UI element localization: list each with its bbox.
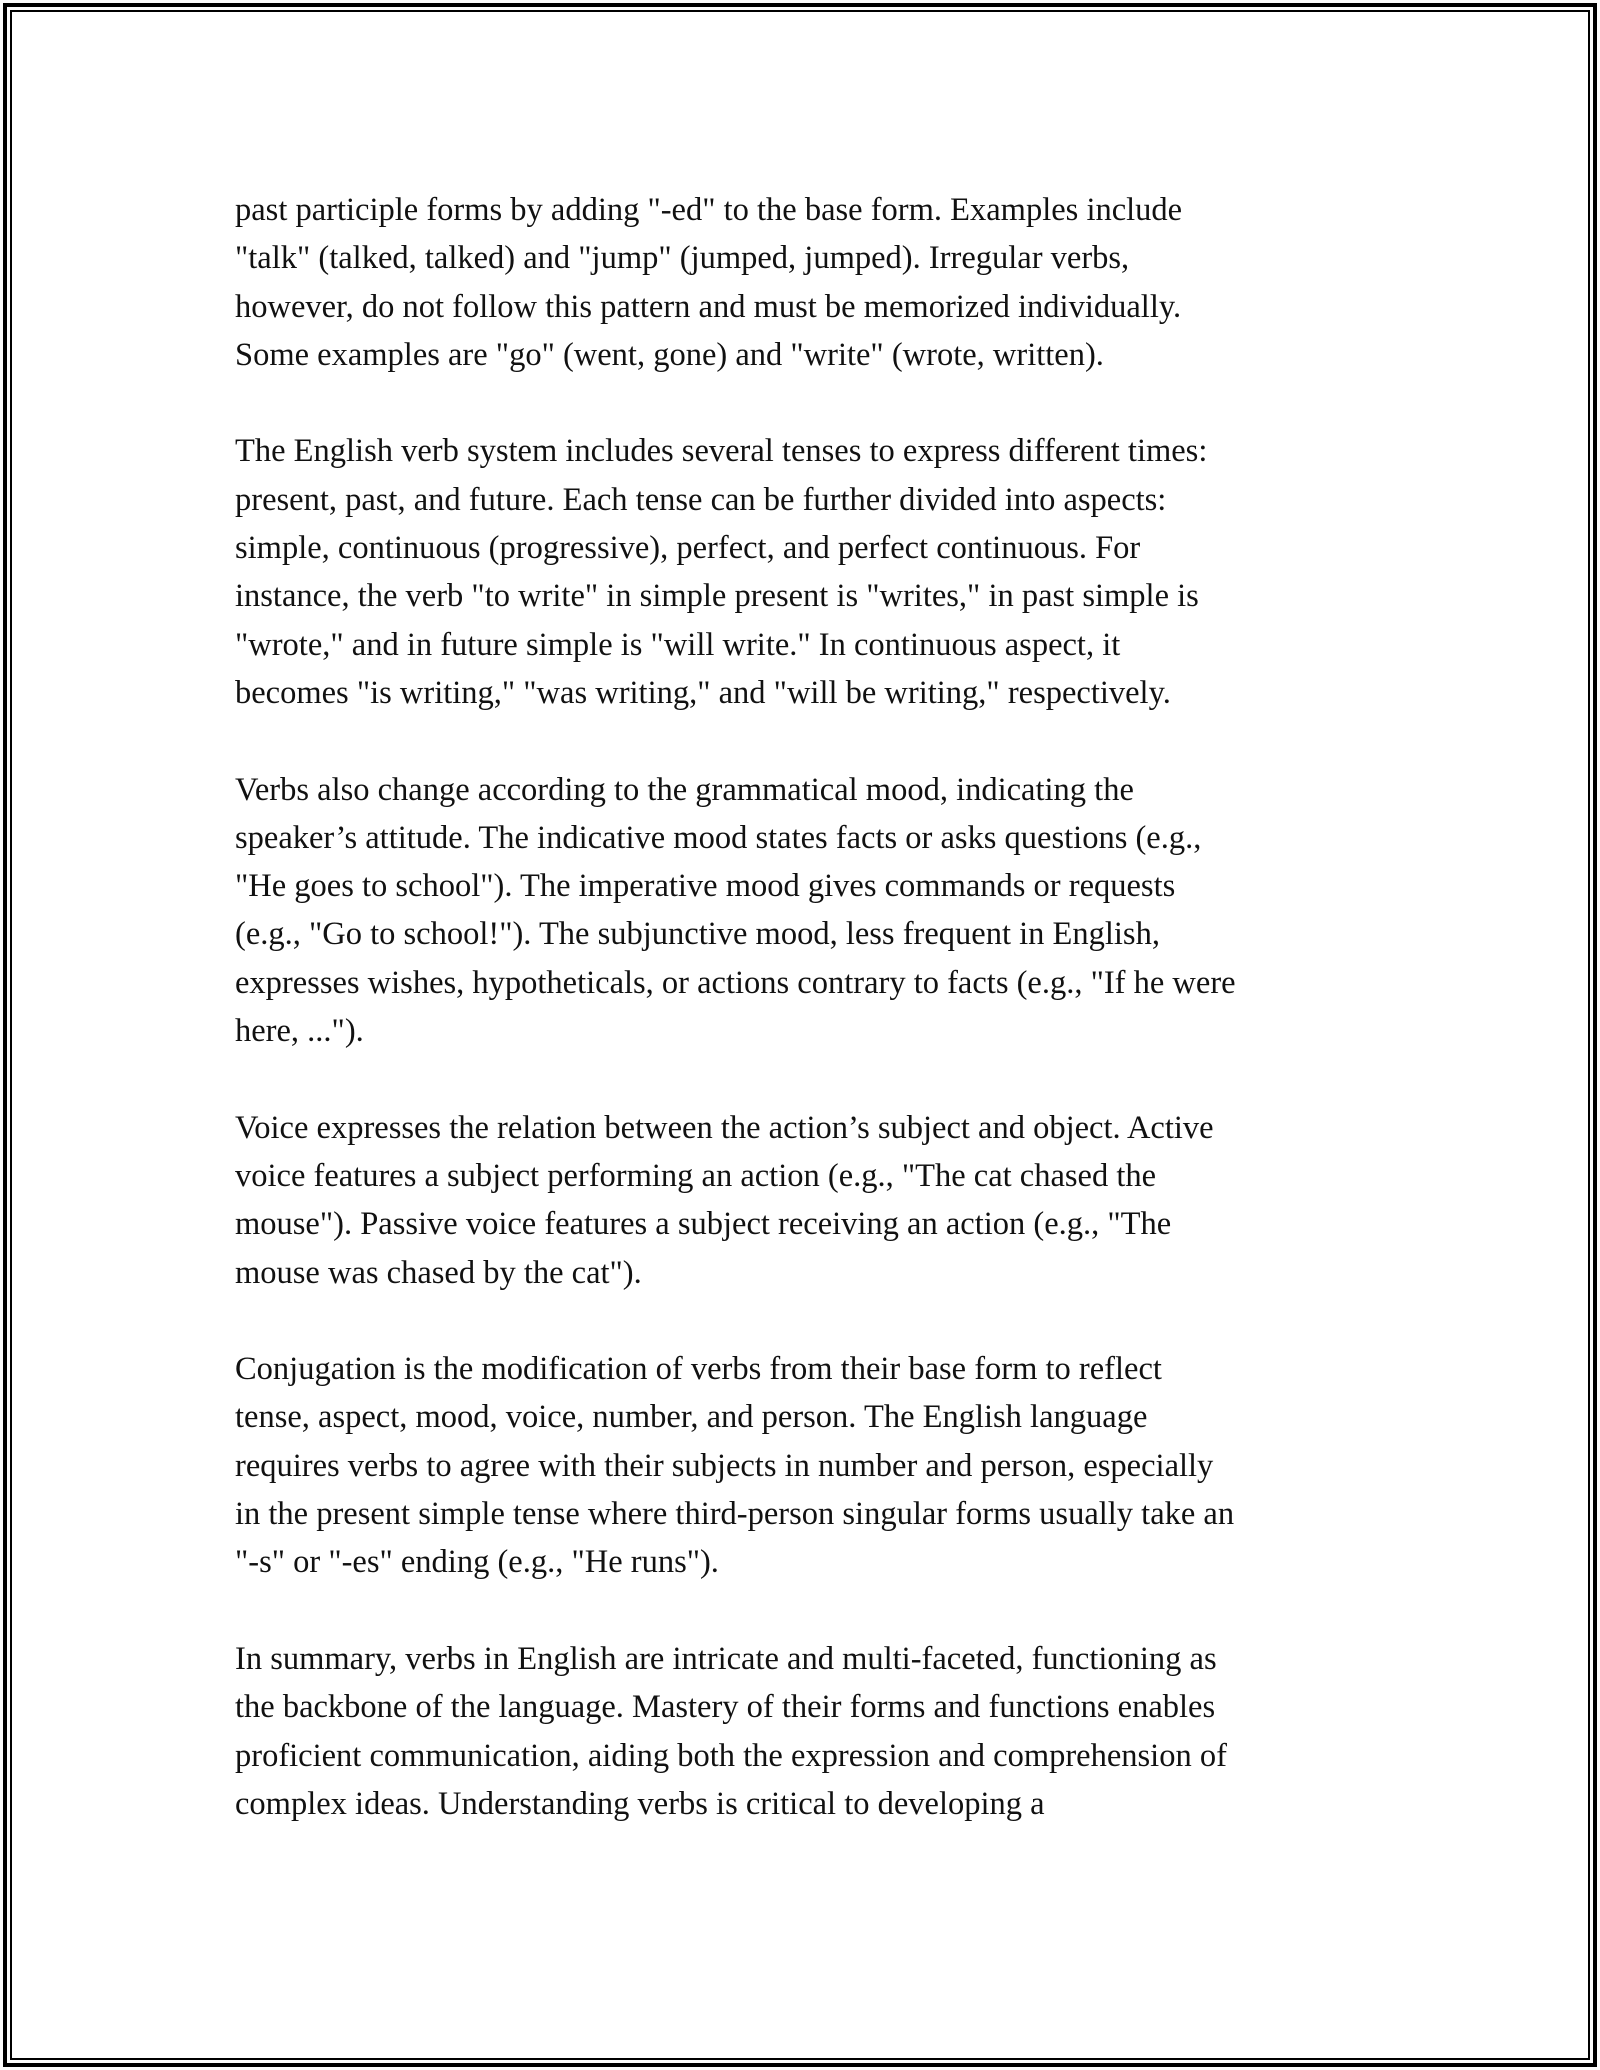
text-line: "He goes to school"). The imperative mood gives commands or requests xyxy=(235,868,1176,905)
paragraph-voice xyxy=(235,1104,1375,1297)
text-line: "-s" or "-es" ending (e.g., "He runs"). xyxy=(235,1544,719,1581)
text-line: mouse"). Passive voice features a subject receiving an action (e.g., "The xyxy=(235,1206,1172,1243)
text-line: mouse was chased by the cat"). xyxy=(235,1254,642,1291)
text-line: voice features a subject performing an action (e.g., "The cat chased the xyxy=(235,1157,1157,1194)
paragraph-verb-forms xyxy=(235,186,1375,379)
text-line: present, past, and future. Each tense can be further divided into aspects: xyxy=(235,481,1167,518)
text-line: instance, the verb "to write" in simple present is "writes," in past simple is xyxy=(235,578,1199,615)
text-line: (e.g., "Go to school!"). The subjunctive mood, less frequent in English, xyxy=(235,916,1160,953)
text-line: requires verbs to agree with their subjects in number and person, especially xyxy=(235,1447,1214,1484)
paragraph-conjugation xyxy=(235,1345,1375,1586)
text-line: expresses wishes, hypotheticals, or actions contrary to facts (e.g., "If he were xyxy=(235,964,1236,1001)
paragraph-mood xyxy=(235,766,1375,1056)
text-line: here, ..."). xyxy=(235,1013,364,1050)
text-line: in the present simple tense where third-person singular forms usually take an xyxy=(235,1496,1235,1533)
text-line: "talk" (talked, talked) and "jump" (jumped, jumped). Irregular verbs, xyxy=(235,240,1130,277)
text-line: complex ideas. Understanding verbs is critical to developing a xyxy=(235,1785,1045,1822)
text-line: speaker’s attitude. The indicative mood states facts or asks questions (e.g., xyxy=(235,819,1202,856)
text-line: past participle forms by adding "-ed" to the base form. Examples include xyxy=(235,192,1183,228)
text-line: Verbs also change according to the grammatical mood, indicating the xyxy=(235,771,1134,808)
text-line: simple, continuous (progressive), perfect, and perfect continuous. For xyxy=(235,530,1141,567)
text-line: proficient communication, aiding both the expression and comprehension of xyxy=(235,1737,1227,1774)
text-line: becomes "is writing," "was writing," and "will be writing," respectively. xyxy=(235,674,1171,711)
text-line: Conjugation is the modification of verbs from their base form to reflect xyxy=(235,1351,1162,1388)
text-line: The English verb system includes several tenses to express different times: xyxy=(235,433,1208,470)
text-line: Voice expresses the relation between the action’s subject and object. Active xyxy=(235,1109,1214,1146)
document-body xyxy=(235,186,1375,1876)
text-line: the backbone of the language. Mastery of their forms and functions enables xyxy=(235,1689,1216,1726)
text-line: In summary, verbs in English are intricate and multi-faceted, functioning as xyxy=(235,1640,1217,1677)
text-line: however, do not follow this pattern and must be memorized individually. xyxy=(235,288,1182,325)
paragraph-tenses xyxy=(235,427,1375,717)
text-line: Some examples are "go" (went, gone) and "write" (wrote, written). xyxy=(235,336,1104,373)
text-line: "wrote," and in future simple is "will write." In continuous aspect, it xyxy=(235,626,1121,663)
text-line: tense, aspect, mood, voice, number, and person. The English language xyxy=(235,1399,1148,1436)
paragraph-summary xyxy=(235,1635,1375,1828)
